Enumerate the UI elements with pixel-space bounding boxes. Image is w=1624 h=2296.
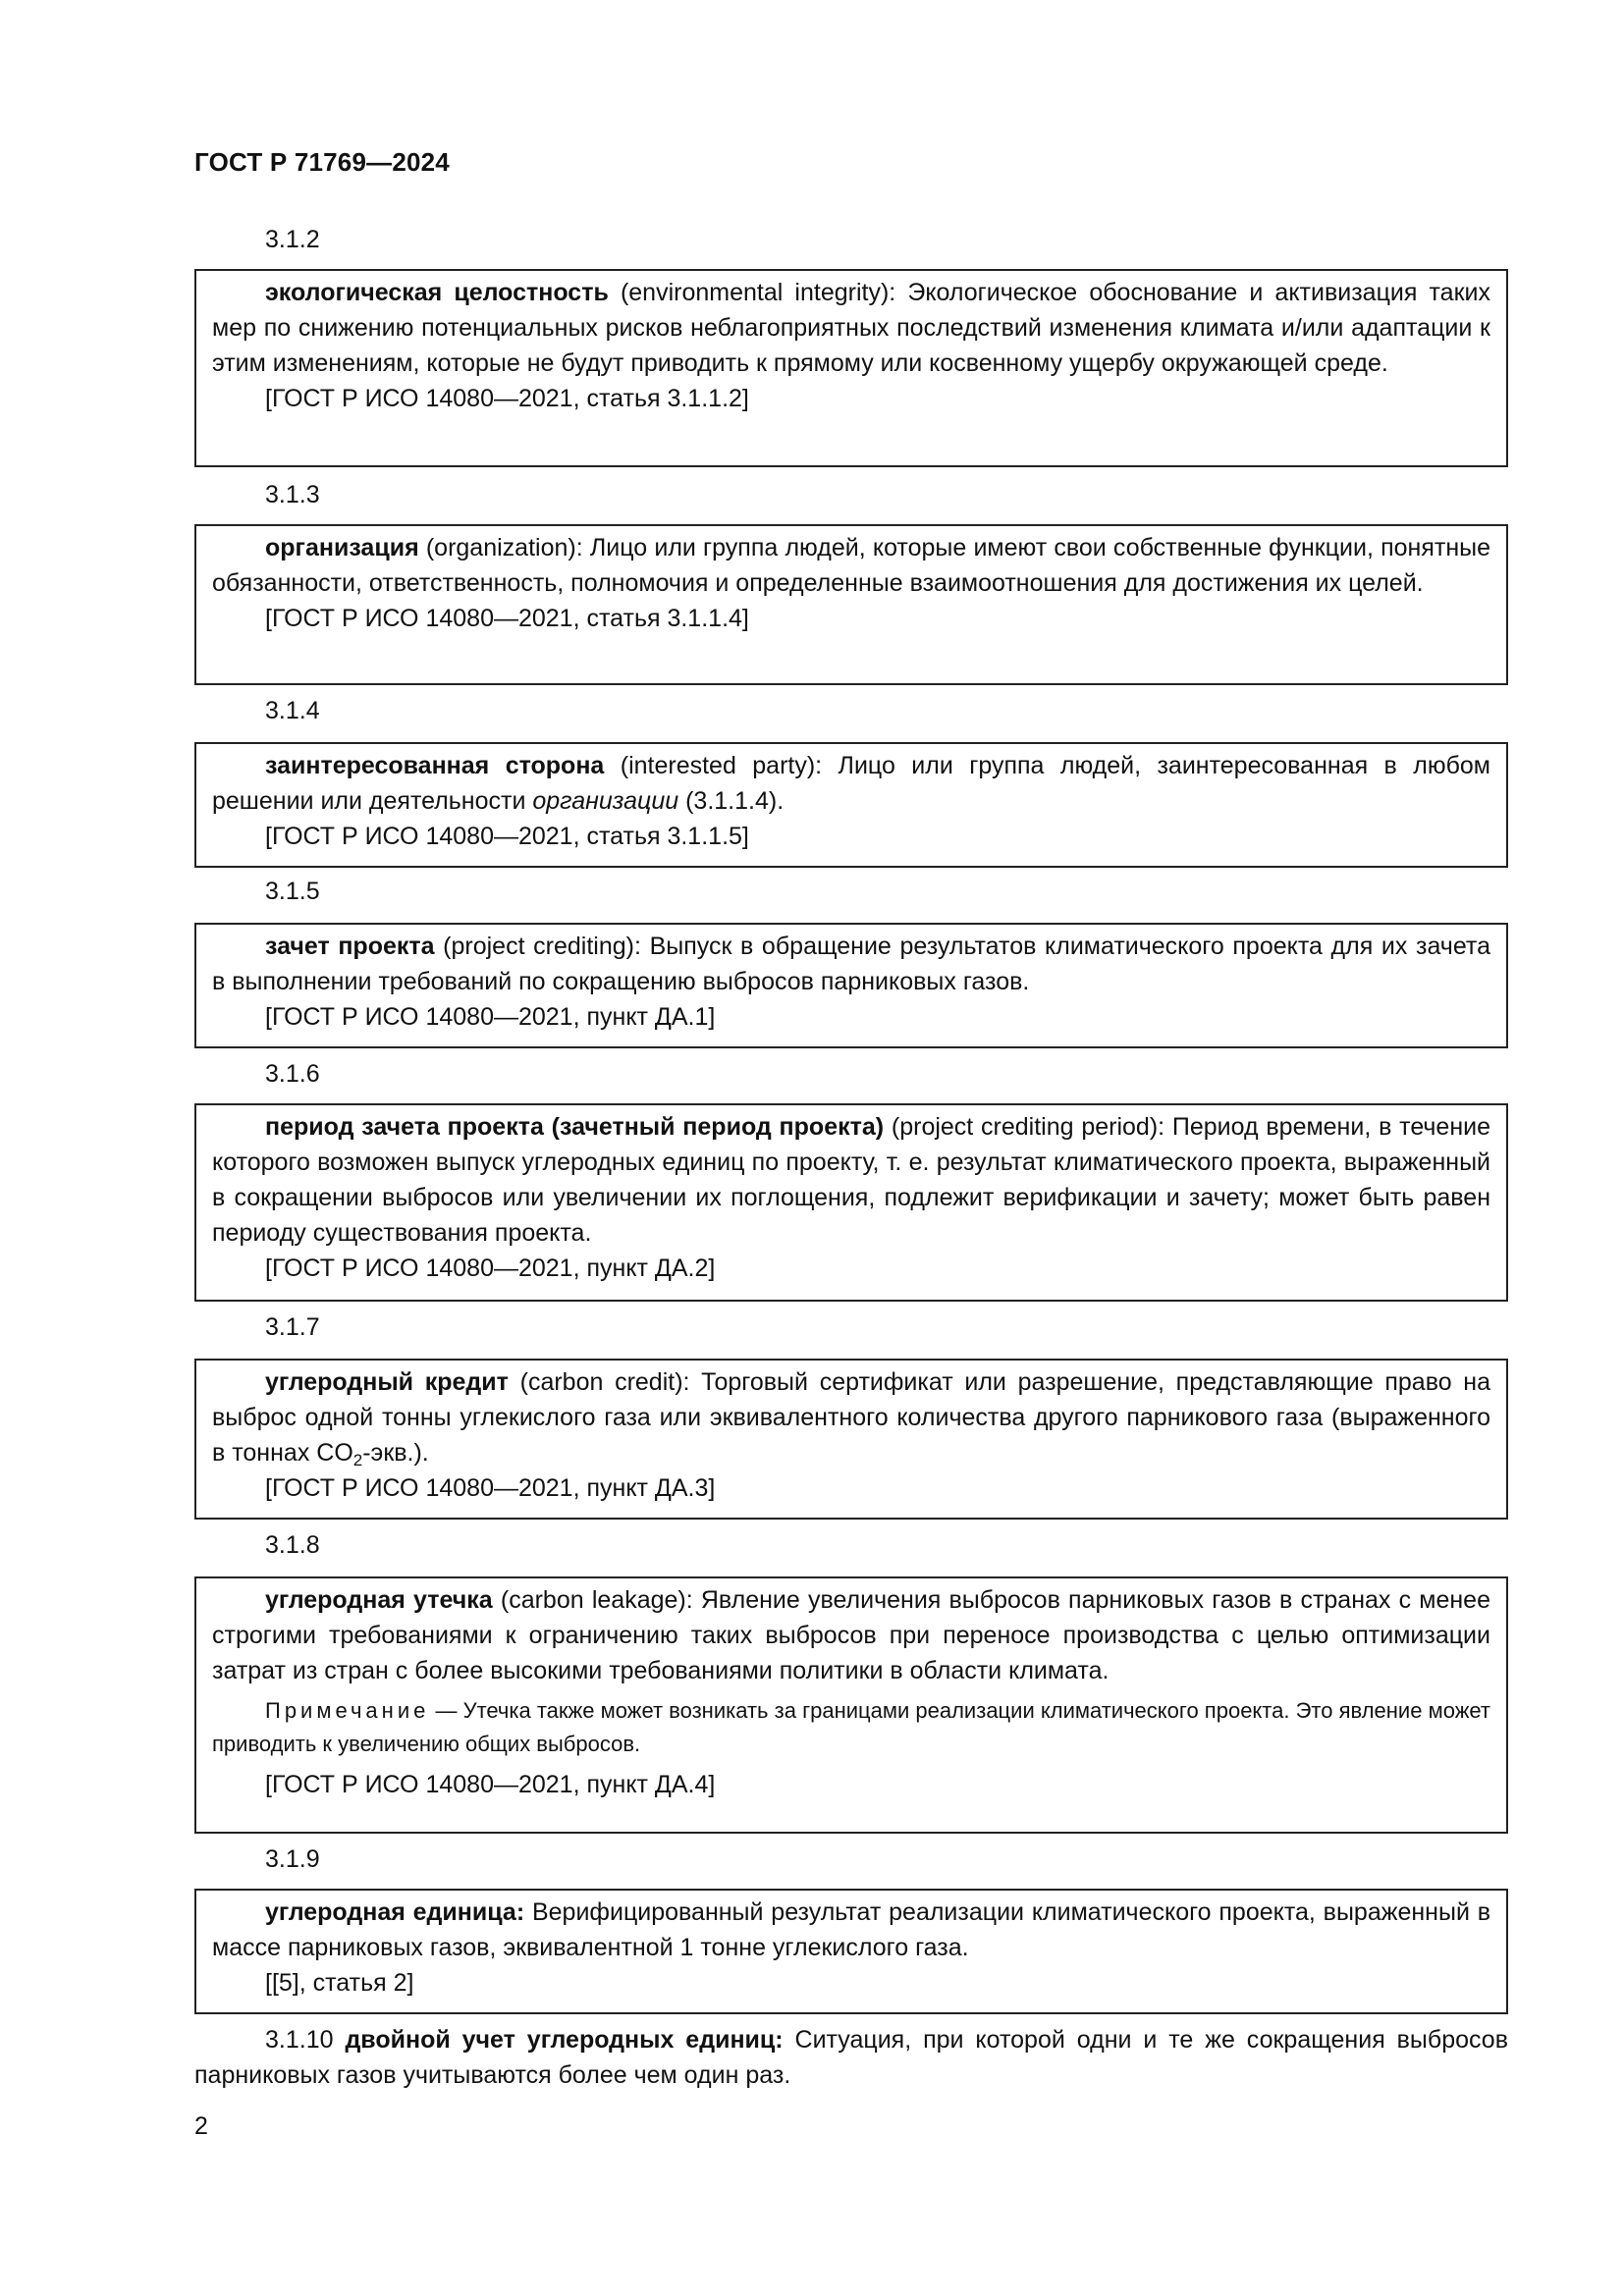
term-box <box>194 1103 1508 1302</box>
term-box <box>194 1359 1508 1520</box>
source-reference: [ГОСТ Р ИСО 14080—2021, пункт ДА.2] <box>265 1255 716 1282</box>
term-definition <box>212 929 1490 999</box>
definition-text: Лицо или группа людей, которые имеют свои собственные функции, понятные обязанности, ответственность, полномочия и определенные взаимоотношения для достижения их целей. <box>212 534 1490 597</box>
term: заинтересованная сторона <box>265 752 605 779</box>
term-english: (organization): <box>418 534 583 561</box>
section-number: 3.1.10 <box>265 2026 334 2054</box>
subscript: 2 <box>352 1451 363 1469</box>
term-box <box>194 742 1508 868</box>
note-text: — Утечка также может возникать за границами реализации климатического проекта. Это явление может приводить к увеличению общих выбросов. <box>212 1698 1490 1756</box>
source-reference: [[5], статья 2] <box>265 1969 414 1997</box>
term-definition <box>212 748 1490 819</box>
section-number: 3.1.7 <box>265 1313 320 1341</box>
term: углеродная утечка <box>265 1586 493 1614</box>
term-box <box>194 269 1508 467</box>
definition-text: Верифицированный результат реализации климатического проекта, выраженный в массе парниковых газов, эквивалентной 1 тонне углекислого газа. <box>212 1898 1491 1961</box>
source-reference: [ГОСТ Р ИСО 14080—2021, статья 3.1.1.2] <box>265 385 749 412</box>
section-number: 3.1.9 <box>265 1845 320 1873</box>
term: двойной учет углеродных единиц: <box>345 2026 784 2054</box>
term-english: (interested party): <box>604 752 823 779</box>
section-number: 3.1.4 <box>265 697 320 724</box>
definition-text: Торговый сертификат или разрешение, представляющие право на выброс одной тонны углекислого газа или эквивалентного количества другого парникового газа (выраженного в тоннах CO <box>212 1368 1490 1467</box>
note <box>212 1688 1490 1767</box>
section-number: 3.1.6 <box>265 1060 320 1088</box>
term-box <box>194 524 1508 685</box>
definition-text: Экологическое обоснование и активизация таких мер по снижению потенциальных рисков неблагоприятных последствий изменения климата и/или адаптации к этим изменениям, которые не будут приводить к прямому или косвенному ущербу окружающей среде. <box>212 279 1490 377</box>
page-number: 2 <box>194 2112 208 2140</box>
term: зачет проекта <box>265 933 435 960</box>
definition-text: Ситуация, при которой одни и те же сокращения выбросов парниковых газов учитываются более чем один раз. <box>194 2026 1508 2089</box>
term-definition <box>212 275 1490 381</box>
term: период зачета проекта (зачетный период проекта) <box>265 1113 885 1141</box>
term-english: (project crediting period): <box>884 1113 1165 1141</box>
term-english: (environmental integrity): <box>608 279 896 306</box>
document-header: ГОСТ Р 71769—2024 <box>194 147 450 177</box>
term: углеродная единица: <box>265 1898 525 1926</box>
section-number: 3.1.3 <box>265 481 320 508</box>
term: экологическая целостность <box>265 279 609 306</box>
term-box <box>194 923 1508 1048</box>
source-reference: [ГОСТ Р ИСО 14080—2021, пункт ДА.1] <box>265 1003 716 1031</box>
term: углеродный кредит <box>265 1368 509 1396</box>
term-box <box>194 1889 1508 2014</box>
term: организация <box>265 534 419 561</box>
term-definition <box>212 1364 1490 1470</box>
section-number: 3.1.2 <box>265 226 320 253</box>
term-definition <box>212 530 1490 601</box>
term-definition <box>212 1582 1490 1688</box>
definition-text: Период времени, в течение которого возможен выпуск углеродных единиц по проекту, т. е. результат климатического проекта, выраженный в сокращении выбросов или увеличении их поглощения, подлежит верификации и зачету; может быть равен периоду существования проекта. <box>212 1113 1490 1247</box>
source-reference: [ГОСТ Р ИСО 14080—2021, статья 3.1.1.4] <box>265 605 749 632</box>
source-reference: [ГОСТ Р ИСО 14080—2021, пункт ДА.3] <box>265 1474 716 1502</box>
definition-text: Лицо или группа людей, заинтересованная в любом решении или деятельности <box>212 752 1490 815</box>
term-definition-unboxed <box>194 2022 1508 2093</box>
source-reference: [ГОСТ Р ИСО 14080—2021, статья 3.1.1.5] <box>265 823 749 850</box>
term-box <box>194 1576 1508 1834</box>
definition-text: Выпуск в обращение результатов климатического проекта для их зачета в выполнении требований по сокращению выбросов парниковых газов. <box>212 933 1490 995</box>
section-number: 3.1.8 <box>265 1531 320 1559</box>
section-number: 3.1.5 <box>265 878 320 905</box>
term-english: (carbon leakage): <box>492 1586 693 1614</box>
term-crossref: организации <box>532 787 679 815</box>
term-english: (project crediting): <box>434 933 641 960</box>
definition-text: Явление увеличения выбросов парниковых газов в странах с менее строгими требованиями к ограничению таких выбросов при переносе производства с целью оптимизации затрат из стран с более высокими требованиями политики в области климата. <box>212 1586 1490 1684</box>
source-reference: [ГОСТ Р ИСО 14080—2021, пункт ДА.4] <box>265 1771 716 1798</box>
note-label: Примечание <box>265 1698 430 1723</box>
definition-text: -экв.). <box>362 1439 429 1467</box>
term-english: (carbon credit): <box>508 1368 690 1396</box>
term-definition <box>212 1109 1490 1251</box>
term-definition <box>212 1895 1490 1965</box>
definition-text: (3.1.1.4). <box>678 787 785 815</box>
